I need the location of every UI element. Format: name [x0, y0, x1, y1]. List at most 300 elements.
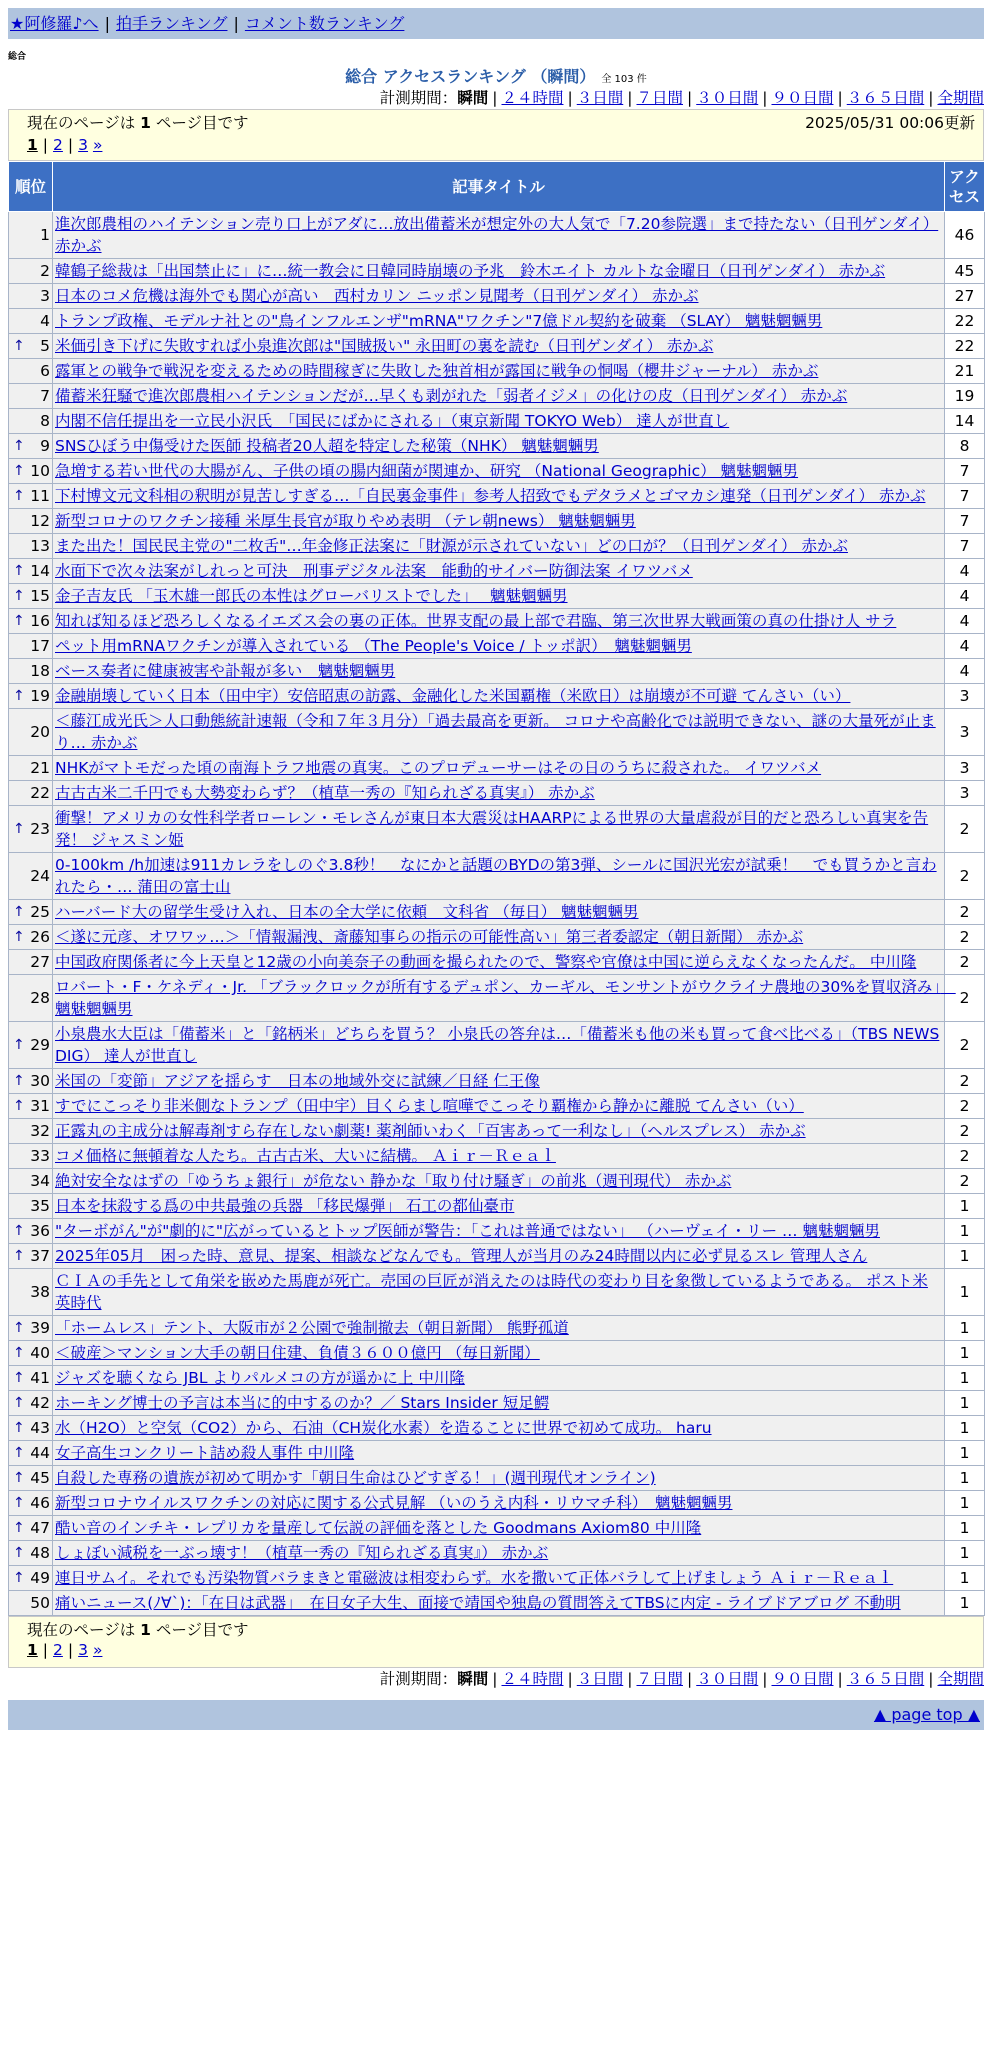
period-link[interactable]: 全期間: [937, 1670, 984, 1688]
period-current: 瞬間: [457, 89, 489, 107]
rank-cell: [9, 1094, 53, 1119]
pager: [27, 134, 975, 156]
rank-cell: [9, 1069, 53, 1094]
table-row: [9, 634, 985, 659]
pager-next-link[interactable]: »: [92, 1641, 103, 1659]
title-cell: [53, 259, 945, 284]
period-sep: |: [492, 1670, 498, 1688]
rank-cell: [9, 806, 53, 853]
access-count: 1: [945, 1194, 985, 1219]
table-row: [9, 609, 985, 634]
access-count: 4: [945, 609, 985, 634]
rank-cell: [9, 384, 53, 409]
top-nav: [8, 8, 984, 39]
access-count: 1: [945, 1516, 985, 1541]
table-row: [9, 384, 985, 409]
period-sep: |: [627, 89, 633, 107]
rank-cell: [9, 853, 53, 900]
pager-sep: |: [67, 1641, 74, 1659]
table-row: [9, 459, 985, 484]
table-row: [9, 1316, 985, 1341]
rank-cell: [9, 284, 53, 309]
rank-cell: [9, 1491, 53, 1516]
rank-up-icon: ↑: [13, 563, 25, 579]
title-cell: [53, 684, 945, 709]
article-link[interactable]: 新型コロナウイルスワクチンの対応に関する公式見解 （いのうえ内科・リウマチ科） 魑魅魍魎男: [55, 1494, 733, 1512]
table-row: [9, 950, 985, 975]
title-cell: [53, 709, 945, 756]
rank-cell: [9, 1566, 53, 1591]
col-access-header: アクセス: [945, 162, 985, 212]
table-row: [9, 559, 985, 584]
title-cell: [53, 1341, 945, 1366]
title-cell: [53, 900, 945, 925]
article-link[interactable]: 酷い音のインチキ・レプリカを量産して伝説の評価を落とした Goodmans Axiom80 中川隆: [55, 1519, 702, 1537]
rank-cell: [9, 1466, 53, 1491]
period-label: 計測期間：: [379, 89, 458, 107]
title-cell: [53, 1391, 945, 1416]
article-link[interactable]: しょぼい減税を一ぶっ壊す！（植草一秀の『知られざる真実』） 赤かぶ: [55, 1544, 549, 1562]
pager-current: 1: [27, 136, 38, 154]
rank-cell: [9, 659, 53, 684]
table-row: [9, 975, 985, 1022]
rank-number: 28: [30, 989, 50, 1007]
rank-cell: [9, 1194, 53, 1219]
rank-number: 31: [30, 1097, 50, 1115]
ranking-table: [8, 161, 985, 1616]
page-top-link[interactable]: ▲ page top ▲: [873, 1705, 980, 1724]
rank-number: 45: [30, 1469, 50, 1487]
article-link[interactable]: 中国政府関係者に今上天皇と12歳の小向美奈子の動画を撮られたので、警察や官僚は中国に逆らえなくなったんだ。 中川隆: [55, 953, 917, 971]
title-cell: [53, 806, 945, 853]
access-count: 1: [945, 1591, 985, 1616]
rank-up-icon: ↑: [13, 438, 25, 454]
total-count: 全 103 件: [601, 74, 647, 85]
access-count: 2: [945, 1144, 985, 1169]
table-row: [9, 1491, 985, 1516]
title-cell: [53, 534, 945, 559]
table-row: [9, 806, 985, 853]
rank-number: 43: [30, 1419, 50, 1437]
table-row: [9, 709, 985, 756]
rank-number: 19: [30, 687, 50, 705]
access-count: 2: [945, 1169, 985, 1194]
article-link[interactable]: 正露丸の主成分は解毒剤すら存在しない劇薬! 薬剤師いわく「百害あって一利なし」（ヘルスプレス） 赤かぶ: [55, 1122, 806, 1140]
rank-cell: [9, 1516, 53, 1541]
table-row: [9, 1219, 985, 1244]
rank-cell: [9, 459, 53, 484]
rank-cell: [9, 609, 53, 634]
rank-cell: [9, 509, 53, 534]
rank-number: 4: [40, 312, 50, 330]
rank-up-icon: ↑: [13, 1098, 25, 1114]
article-link[interactable]: また出た！国民民主党の"二枚舌"…年金修正法案に「財源が示されていない」どの口が？（日刊ゲンダイ） 赤かぶ: [55, 537, 848, 555]
title-cell: [53, 484, 945, 509]
title-cell: [53, 284, 945, 309]
rank-cell: [9, 781, 53, 806]
rank-cell: [9, 434, 53, 459]
table-row: [9, 1366, 985, 1391]
rank-cell: [9, 1441, 53, 1466]
title-cell: [53, 975, 956, 1022]
table-row: [9, 1119, 985, 1144]
rank-number: 17: [30, 637, 50, 655]
col-title-header: 記事タイトル: [53, 162, 945, 212]
rank-number: 21: [30, 759, 50, 777]
title-cell: [53, 1566, 945, 1591]
access-count: 1: [945, 1219, 985, 1244]
rank-cell: [9, 1169, 53, 1194]
table-row: [9, 334, 985, 359]
article-link[interactable]: 日本のコメ危機は海外でも関心が高い 西村カリン ニッポン見聞考（日刊ゲンダイ） 赤かぶ: [55, 287, 699, 305]
table-row: [9, 781, 985, 806]
rank-cell: [9, 925, 53, 950]
article-link[interactable]: 水（H2O）と空気（CO2）から、石油（CH炭化水素）を造ることに世界で初めて成功。 haru: [55, 1419, 712, 1437]
title-cell: [53, 334, 945, 359]
period-link[interactable]: ３６５日間: [846, 1670, 925, 1688]
access-count: 2: [945, 925, 985, 950]
table-row: [9, 1022, 985, 1069]
table-row: [9, 925, 985, 950]
rank-cell: [9, 756, 53, 781]
rank-number: 41: [30, 1369, 50, 1387]
title-cell: [53, 1366, 945, 1391]
rank-number: 47: [30, 1519, 50, 1537]
period-sep: |: [687, 89, 693, 107]
article-link[interactable]: 韓鶴子総裁は「出国禁止に」に…統一教会に日韓同時崩壊の予兆 鈴木エイト カルトな金曜日（日刊ゲンダイ） 赤かぶ: [55, 262, 886, 280]
title-cell: [53, 359, 945, 384]
period-link[interactable]: ２４時間: [501, 1670, 564, 1688]
title-cell: [53, 1244, 945, 1269]
article-link[interactable]: ＜藤江成光氏＞人口動態統計速報（令和７年３月分）「過去最高を更新。 コロナや高齢化では説明できない、謎の大量死が止まり… 赤かぶ: [55, 712, 936, 752]
access-count: 2: [945, 1119, 985, 1144]
nav-link-ashura[interactable]: ★阿修羅♪へ: [10, 14, 99, 33]
article-link[interactable]: SNSひぼう中傷受けた医師 投稿者20人超を特定した秘策（NHK） 魑魅魍魎男: [55, 437, 599, 455]
rank-number: 13: [30, 537, 50, 555]
rank-number: 26: [30, 928, 50, 946]
article-link[interactable]: 米国の「変節」アジアを揺らす 日本の地域外交に試練／日経 仁王像: [55, 1072, 540, 1090]
page-title: [8, 67, 984, 87]
article-link[interactable]: ロバート・F・ケネディ・Jr. 「ブラックロックが所有するデュポン、カーギル、モンサントがウクライナ農地の30%を買収済み」 魑魅魍魎男: [55, 978, 956, 1018]
rank-cell: [9, 409, 53, 434]
article-link[interactable]: ホーキング博士の予言は本当に的中するのか？／ Stars Insider 短足鰐: [55, 1394, 550, 1412]
pager-sep: |: [67, 136, 74, 154]
period-selector: [8, 1668, 984, 1690]
article-link[interactable]: 新型コロナのワクチン接種 米厚生長官が取りやめ表明 （テレ朝news） 魑魅魍魎男: [55, 512, 636, 530]
title-cell: [53, 756, 945, 781]
article-link[interactable]: 小泉農水大臣は「備蓄米」と「銘柄米」どちらを買う？ 小泉氏の答弁は…「備蓄米も他の米も買って食べ比べる」（TBS NEWS DIG） 達人が世直し: [55, 1025, 940, 1065]
rank-cell: [9, 484, 53, 509]
table-row: [9, 434, 985, 459]
period-link[interactable]: ３０日間: [696, 1670, 759, 1688]
period-link[interactable]: ７日間: [636, 1670, 683, 1688]
title-cell: [53, 1491, 945, 1516]
title-cell: [53, 584, 945, 609]
rank-number: 5: [40, 337, 50, 355]
access-count: 1: [945, 1566, 985, 1591]
rank-number: 39: [30, 1319, 50, 1337]
access-count: 2: [945, 900, 985, 925]
rank-number: 14: [30, 562, 50, 580]
article-link[interactable]: トランプ政権、モデルナ社との"鳥インフルエンザ"mRNA"ワクチン"7億ドル契約を破棄 （SLAY） 魑魅魍魎男: [55, 312, 823, 330]
article-link[interactable]: ハーバード大の留学生受け入れ、日本の全大学に依頼 文科省 （毎日） 魑魅魍魎男: [55, 903, 639, 921]
article-link[interactable]: 0-100km /h加速は911カレラをしのぐ3.8秒！ なにかと話題のBYDの第3弾、シールに国沢光宏が試乗！ でも買うかと言われたら・… 蒲田の富士山: [55, 856, 937, 896]
rank-number: 8: [40, 412, 50, 430]
access-count: 1: [945, 1491, 985, 1516]
rank-number: 9: [40, 437, 50, 455]
article-link[interactable]: 水面下で次々法案がしれっと可決 刑事デジタル法案 能動的サイバー防御法案 イワツバメ: [55, 562, 693, 580]
article-link[interactable]: 日本を抹殺する爲の中共最強の兵器 「移民爆弾」 石工の都仙臺市: [55, 1197, 515, 1215]
period-link[interactable]: ３日間: [576, 89, 624, 107]
table-row: [9, 534, 985, 559]
period-link[interactable]: ３６５日間: [846, 89, 925, 107]
col-rank-header: 順位: [9, 162, 53, 212]
article-link[interactable]: 下村博文元文科相の釈明が見苦しすぎる…「自民裏金事件」参考人招致でもデタラメとゴマカシ連発（日刊ゲンダイ） 赤かぶ: [55, 487, 926, 505]
rank-number: 38: [30, 1283, 50, 1301]
article-link[interactable]: コメ価格に無頓着な人たち。古古古米、大いに結構。 Ａｉｒ－Ｒｅａｌ: [55, 1147, 556, 1165]
access-count: 7: [945, 509, 985, 534]
article-link[interactable]: ベース奏者に健康被害や訃報が多い 魑魅魍魎男: [55, 662, 396, 680]
pager-link[interactable]: 3: [78, 136, 89, 154]
rank-cell: [9, 900, 53, 925]
table-row: [9, 1144, 985, 1169]
title-cell: [53, 950, 945, 975]
table-row: [9, 1591, 985, 1616]
article-link[interactable]: 自殺した専務の遺族が初めて明かす「朝日生命はひどすぎる！」(週刊現代オンライン): [55, 1469, 656, 1487]
rank-number: 1: [40, 226, 50, 244]
access-count: 1: [945, 1316, 985, 1341]
period-link[interactable]: ９０日間: [771, 1670, 834, 1688]
article-link[interactable]: 痛いニュース(ﾉ∀`)：「在日は武器」 在日女子大生、面接で靖国や独島の質問答えてTBSに内定 - ライブドアブログ 不動明: [55, 1594, 901, 1612]
article-link[interactable]: ペット用mRNAワクチンが導入されている （The People's Voice / トッポ訳） 魑魅魍魎男: [55, 637, 692, 655]
access-count: 2: [945, 853, 985, 900]
pager-sep: |: [42, 1641, 49, 1659]
pager-link[interactable]: 2: [53, 1641, 63, 1659]
article-link[interactable]: 急増する若い世代の大腸がん、子供の頃の腸内細菌が関連か、研究 （National Geographic） 魑魅魍魎男: [55, 462, 799, 480]
article-link[interactable]: すでにこっそり非米側なトランプ（田中宇）目くらまし喧嘩でこっそり覇権から静かに離脱 てんさい（い）: [55, 1097, 804, 1115]
table-row: [9, 1244, 985, 1269]
rank-cell: [9, 1022, 53, 1069]
title-cell: [53, 609, 945, 634]
access-count: 22: [945, 309, 985, 334]
article-link[interactable]: 「ホームレス」テント、大阪市が２公園で強制撤去（朝日新聞） 熊野孤道: [55, 1319, 569, 1337]
rank-number: 12: [30, 512, 50, 530]
article-link[interactable]: ＜遂に元彦、オワワッ…＞「情報漏洩、斎藤知事らの指示の可能性高い」第三者委認定（朝日新聞） 赤かぶ: [55, 928, 804, 946]
table-row: [9, 1441, 985, 1466]
rank-cell: [9, 559, 53, 584]
rank-number: 49: [30, 1569, 50, 1587]
pager-next-link[interactable]: »: [92, 136, 103, 154]
rank-cell: [9, 684, 53, 709]
rank-cell: [9, 309, 53, 334]
rank-number: 42: [30, 1394, 50, 1412]
article-link[interactable]: 連日サムイ。それでも汚染物質バラまきと電磁波は相変わらず。水を撒いて正体バラして上げましょう Ａｉｒ－Ｒｅａｌ: [55, 1569, 894, 1587]
rank-up-icon: ↑: [13, 1320, 25, 1336]
period-sep: |: [687, 1670, 693, 1688]
access-count: 3: [945, 781, 985, 806]
table-row: [9, 1541, 985, 1566]
rank-up-icon: ↑: [13, 613, 25, 629]
pager-link[interactable]: 2: [53, 136, 63, 154]
access-count: 46: [945, 212, 985, 259]
article-link[interactable]: NHKがマトモだった頃の南海トラフ地震の真実。このプロデューサーはその日のうちに殺された。 イワツバメ: [55, 759, 822, 777]
rank-up-icon: ↑: [13, 1248, 25, 1264]
rank-cell: [9, 1144, 53, 1169]
nav-sep: |: [233, 14, 239, 33]
rank-cell: [9, 1391, 53, 1416]
article-link[interactable]: "ターボがん"が"劇的に"広がっているとトップ医師が警告：「これは普通ではない」 （ハーヴェイ・リー … 魑魅魍魎男: [55, 1222, 880, 1240]
access-count: 22: [945, 334, 985, 359]
pager-link[interactable]: 3: [78, 1641, 89, 1659]
table-row: [9, 1069, 985, 1094]
access-count: 2: [945, 950, 985, 975]
table-row: [9, 900, 985, 925]
table-row: [9, 1466, 985, 1491]
rank-cell: [9, 1119, 53, 1144]
rank-up-icon: ↑: [13, 1223, 25, 1239]
title-cell: [53, 1441, 945, 1466]
table-row: [9, 484, 985, 509]
rank-up-icon: ↑: [13, 1073, 25, 1089]
period-sep: |: [492, 89, 498, 107]
rank-number: 44: [30, 1444, 50, 1462]
period-link[interactable]: ９０日間: [771, 89, 834, 107]
title-cell: [53, 1416, 945, 1441]
title-cell: [53, 781, 945, 806]
table-row: [9, 1391, 985, 1416]
period-sep: |: [762, 1670, 768, 1688]
period-link[interactable]: ７日間: [636, 89, 683, 107]
title-cell: [53, 853, 945, 900]
nav-link-applause-ranking[interactable]: 拍手ランキング: [115, 14, 228, 33]
article-link[interactable]: 露軍との戦争で戦況を変えるための時間稼ぎに失敗した独首相が露国に戦争の恫喝（櫻井ジャーナル） 赤かぶ: [55, 362, 819, 380]
access-count: 7: [945, 484, 985, 509]
access-count: 1: [945, 1341, 985, 1366]
access-count: 2: [945, 1022, 985, 1069]
table-row: [9, 284, 985, 309]
period-sep: |: [837, 89, 843, 107]
rank-cell: [9, 259, 53, 284]
rank-number: 25: [30, 903, 50, 921]
access-count: 4: [945, 634, 985, 659]
access-count: 4: [945, 584, 985, 609]
access-count: 3: [945, 709, 985, 756]
rank-up-icon: ↑: [13, 1370, 25, 1386]
nav-link-comment-ranking[interactable]: コメント数ランキング: [244, 14, 405, 33]
period-link[interactable]: ２４時間: [501, 89, 564, 107]
rank-cell: [9, 1541, 53, 1566]
page-indicator: 現在のページは 1 ページ目です: [27, 1621, 249, 1639]
page: [8, 0, 984, 1730]
article-link[interactable]: 2025年05月 困った時、意見、提案、相談などなんでも。管理人が当月のみ24時間以内に必ず見るスレ 管理人さん: [55, 1247, 868, 1265]
article-link[interactable]: 知れば知るほど恐ろしくなるイエズス会の裏の正体。世界支配の最上部で君臨、第三次世界大戦画策の真の仕掛け人 サラ: [55, 612, 897, 630]
rank-up-icon: ↑: [13, 821, 25, 837]
rank-up-icon: ↑: [13, 688, 25, 704]
rank-up-icon: ↑: [13, 1545, 25, 1561]
access-count: 2: [945, 1094, 985, 1119]
rank-number: 23: [30, 820, 50, 838]
title-cell: [53, 212, 945, 259]
updated-timestamp: 2025/05/31 00:06更新: [805, 114, 975, 132]
access-count: 1: [945, 1466, 985, 1491]
article-link[interactable]: 絶対安全なはずの「ゆうちょ銀行」が危ない 静かな「取り付け騒ぎ」の前兆（週刊現代） 赤かぶ: [55, 1172, 732, 1190]
access-count: 1: [945, 1244, 985, 1269]
article-link[interactable]: 金融崩壊していく日本（田中宇）安倍昭恵の訪露、金融化した米国覇権（米欧日）は崩壊が不可避 てんさい（い）: [55, 687, 851, 705]
rank-up-icon: ↑: [13, 1470, 25, 1486]
access-count: 27: [945, 284, 985, 309]
rank-number: 22: [30, 784, 50, 802]
title-cell: [53, 1516, 945, 1541]
table-row: [9, 259, 985, 284]
article-link[interactable]: 金子吉友氏 「玉木雄一郎氏の本性はグローバリストでした」 魑魅魍魎男: [55, 587, 568, 605]
rank-up-icon: ↑: [13, 1395, 25, 1411]
rank-number: 35: [30, 1197, 50, 1215]
table-row: [9, 1169, 985, 1194]
rank-up-icon: ↑: [13, 588, 25, 604]
period-link[interactable]: ３０日間: [696, 89, 759, 107]
rank-number: 20: [30, 723, 50, 741]
article-link[interactable]: ＜破産＞マンション大手の朝日住建、負債３６００億円 （毎日新聞）: [55, 1344, 540, 1362]
pager-current: 1: [27, 1641, 38, 1659]
rank-up-icon: ↑: [13, 1037, 25, 1053]
title-cell: [53, 384, 945, 409]
title-cell: [53, 1022, 945, 1069]
title-cell: [53, 509, 945, 534]
rank-cell: [9, 1316, 53, 1341]
access-count: 2: [945, 975, 985, 1022]
access-count: 14: [945, 409, 985, 434]
article-link[interactable]: 衝撃！アメリカの女性科学者ローレン・モレさんが東日本大震災はHAARPによる世界の大量虐殺が目的だと恐ろしい真実を告発！ ジャスミン姫: [55, 809, 929, 849]
article-link[interactable]: 進次郎農相のハイテンション売り口上がアダに…放出備蓄米が想定外の大人気で「7.20参院選」まで持たない（日刊ゲンダイ） 赤かぶ: [55, 215, 939, 255]
article-link[interactable]: ＣＩＡの手先として角栄を嵌めた馬鹿が死亡。売国の巨匠が消えたのは時代の変わり目を象徴しているようである。 ポスト米英時代: [55, 1272, 928, 1312]
rank-up-icon: ↑: [13, 1570, 25, 1586]
title-cell: [53, 434, 945, 459]
rank-up-icon: ↑: [13, 463, 25, 479]
table-row: [9, 1516, 985, 1541]
access-count: 1: [945, 1391, 985, 1416]
rank-up-icon: ↑: [13, 1345, 25, 1361]
table-row: [9, 509, 985, 534]
article-link[interactable]: 備蓄米狂騒で進次郎農相ハイテンションだが…早くも剥がれた「弱者イジメ」の化けの皮（日刊ゲンダイ） 赤かぶ: [55, 387, 848, 405]
table-row: [9, 1194, 985, 1219]
rank-cell: [9, 212, 53, 259]
title-cell: [53, 925, 945, 950]
table-row: [9, 212, 985, 259]
rank-up-icon: ↑: [13, 1445, 25, 1461]
table-row: [9, 584, 985, 609]
access-count: 21: [945, 359, 985, 384]
article-link[interactable]: 米価引き下げに失敗すれば小泉進次郎は"国賊扱い" 永田町の裏を読む（日刊ゲンダイ） 赤かぶ: [55, 337, 714, 355]
title-cell: [53, 559, 945, 584]
rank-number: 27: [30, 953, 50, 971]
article-link[interactable]: 女子高生コンクリート詰め殺人事件 中川隆: [55, 1444, 355, 1462]
bottom-bar: [8, 1700, 984, 1730]
article-link[interactable]: ジャズを聴くなら JBL よりパルメコの方が遥かに上 中川隆: [55, 1369, 465, 1387]
article-link[interactable]: 古古古米二千円でも大勢変わらず？（植草一秀の『知られざる真実』） 赤かぶ: [55, 784, 595, 802]
access-count: 2: [945, 806, 985, 853]
period-link[interactable]: ３日間: [576, 1670, 624, 1688]
rank-cell: [9, 1416, 53, 1441]
access-count: 8: [945, 434, 985, 459]
access-count: 1: [945, 1441, 985, 1466]
period-sep: |: [567, 1670, 573, 1688]
nav-sep: |: [104, 14, 110, 33]
rank-up-icon: ↑: [13, 1420, 25, 1436]
access-count: 2: [945, 1069, 985, 1094]
period-link[interactable]: 全期間: [937, 89, 984, 107]
article-link[interactable]: 内閣不信任提出を一立民小沢氏 「国民にばかにされる」（東京新聞 TOKYO Web） 達人が世直し: [55, 412, 730, 430]
access-count: 1: [945, 1269, 985, 1316]
